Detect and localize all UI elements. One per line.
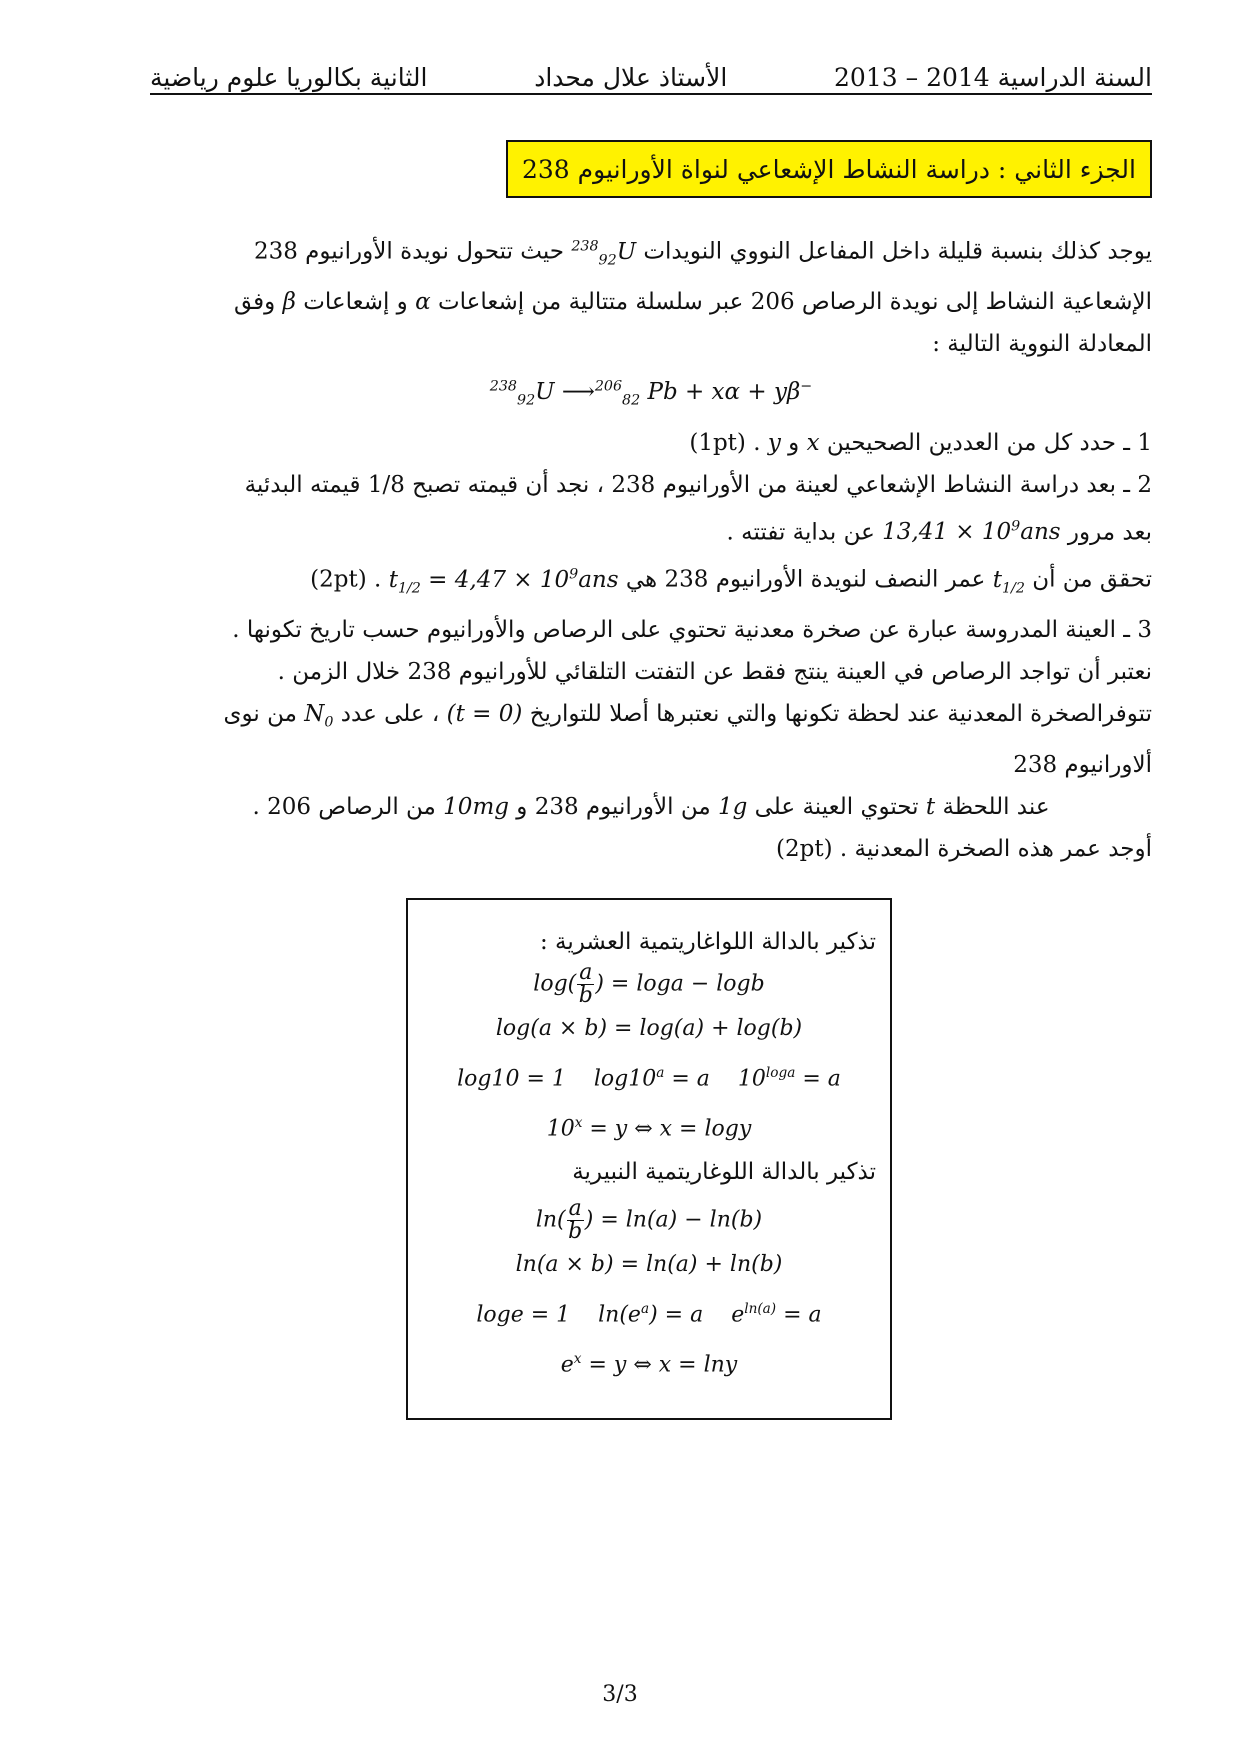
log-equivalence: $10^x = y$ ⇔ x = logy: [546, 1115, 752, 1142]
question-2-verify: تحقق من أن $t_{1/2}$ عمر النصف لنويدة الأورانيوم 238 هي $t_{1/2} = 4,47 \times 10^9ans$ . (2pt): [310, 566, 1152, 597]
question-3-line-6: أوجد عمر هذه الصخرة المعدنية . (2pt): [776, 836, 1152, 862]
question-2-line-2: بعد مرور $13,41 \times 10^9ans$ عن بداية تفتته .: [726, 518, 1152, 546]
log-quotient-rule: log( $\frac{a}{b}$ ) = loga − logb: [533, 960, 765, 1008]
class-level: الثانية بكالوريا علوم رياضية: [150, 62, 428, 92]
nuclear-equation: $^{238}_{92}$U ⟶$^{206}_{82}$ Pb + xα + yβ−: [489, 378, 813, 409]
uranium-nuclide: $^{238}_{92}$U: [571, 238, 637, 269]
ln-equivalence: $e^x = y$ ⇔ x = lny: [560, 1350, 738, 1378]
teacher-name: الأستاذ علال محداد: [534, 62, 728, 92]
question-1: 1 ـ حدد كل من العددين الصحيحين x و y . (1pt): [689, 429, 1152, 456]
part-title: الجزء الثاني : دراسة النشاط الإشعاعي لنواة الأورانيوم 238: [506, 140, 1152, 198]
formula-reminder-box: [406, 898, 892, 1420]
ln-heading: تذكير بالدالة اللوغاريتمية النبيرية: [572, 1158, 876, 1185]
log-product-rule: log(a × b) = log(a) + log(b): [495, 1016, 803, 1041]
question-3-line-2: نعتبر أن تواجد الرصاص في العينة ينتج فقط عن التفتت التلقائي للأورانيوم 238 خلال الزمن .: [277, 659, 1152, 686]
intro-line-2: الإشعاعية النشاط إلى نويدة الرصاص 206 عبر سلسلة متتالية من إشعاعات α و إشعاعات β وفق: [234, 289, 1152, 316]
question-3-line-1: 3 ـ العينة المدروسة عبارة عن صخرة معدنية تحتوي على الرصاص والأورانيوم حسب تاريخ تكونها .: [232, 617, 1152, 644]
ln-quotient-rule: ln( $\frac{a}{b}$ ) = ln(a) − ln(b): [535, 1195, 763, 1244]
ln-product-rule: ln(a × b) = ln(a) + ln(b): [515, 1251, 783, 1277]
log-identities: log10 = 1 $\log 10^a = a$ $10^{loga} = a$: [457, 1065, 841, 1092]
exercise-body: [150, 225, 1152, 870]
question-2-line-1: 2 ـ بعد دراسة النشاط الإشعاعي لعينة من الأورانيوم 238 ، نجد أن قيمته تصبح 1/8 قيمته البدئية: [244, 471, 1152, 498]
page-number: 3/3: [602, 1682, 638, 1707]
question-3-line-3: تتوفرالصخرة المعدنية عند لحظة تكونها والتي نعتبرها أصلا للتواريخ (t = 0) ، على عدد $N_0$ من نوى: [223, 701, 1152, 731]
intro-line-3: المعادلة النووية التالية :: [932, 331, 1152, 358]
intro-line-1: يوجد كذلك بنسبة قليلة داخل المفاعل النووي النويدات $^{238}_{92}$U حيث تتحول نويدة الأورانيوم 238: [253, 238, 1152, 269]
question-3-line-4: ألاورانيوم 238: [1013, 752, 1152, 778]
page-header: [150, 60, 1152, 94]
school-year: السنة الدراسية 2014 – 2013: [834, 62, 1152, 92]
log-heading: تذكير بالدالة اللواغاريتمية العشرية :: [539, 929, 876, 955]
header-rule: [150, 93, 1152, 95]
question-3-line-5: عند اللحظة t تحتوي العينة على 1g من الأورانيوم 238 و 10mg من الرصاص 206 .: [252, 794, 1050, 820]
ln-identities: loge = 1 $\ln(e^a) = a$ $e^{ln(a)} = a$: [476, 1300, 822, 1327]
